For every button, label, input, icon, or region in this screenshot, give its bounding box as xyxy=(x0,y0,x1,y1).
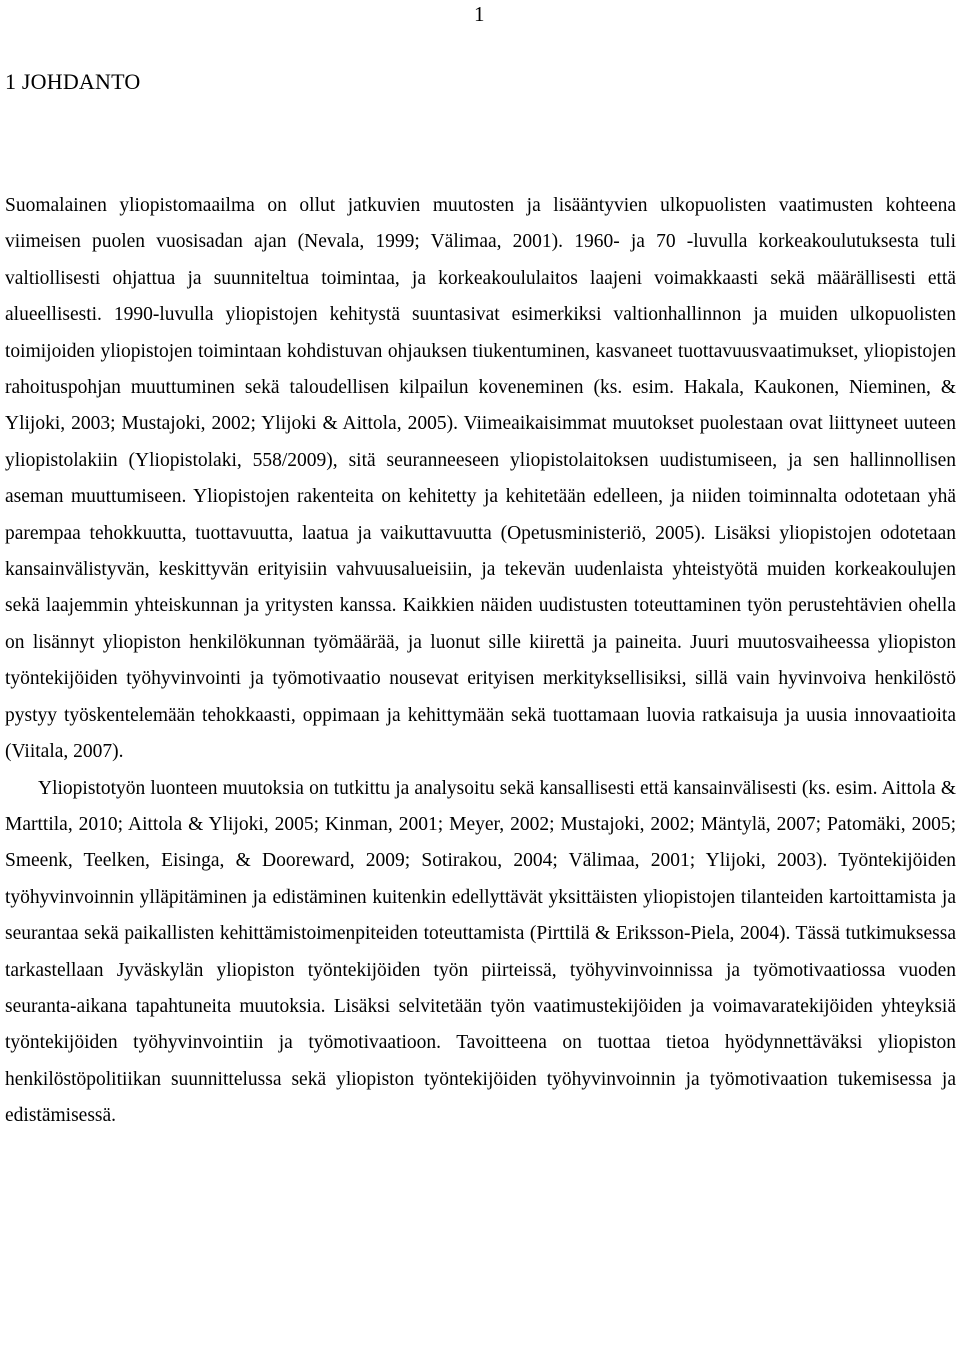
page-number: 1 xyxy=(474,2,485,26)
body-text xyxy=(5,188,956,1135)
chapter-heading: 1 JOHDANTO xyxy=(5,69,141,94)
paragraph-1: Suomalainen yliopistomaailma on ollut jatkuvien muutosten ja lisääntyvien ulkopuolisten vaatimusten kohteena viimeisen puolen vuosisadan ajan (Nevala, 1999; Välimaa, 2001). 1960- ja 70 -luvulla korkeakoulutuksesta tuli valtiollisesti ohjattua ja suunniteltua toimintaa, ja korkeakoululaitos laajeni voimakkaasti sekä määrällisesti että alueellisesti. 1990-luvulla yliopistojen kehitystä suuntasivat esimerkiksi valtionhallinnon ja muiden ulkopuolisten toimijoiden yliopistojen toimintaan kohdistuvan ohjauksen tiukentuminen, kasvaneet tuottavuusvaatimukset, yliopistojen rahoituspohjan muuttuminen sekä taloudellisen kilpailun koveneminen (ks. esim. Hakala, Kaukonen, Nieminen, & Ylijoki, 2003; Mustajoki, 2002; Ylijoki & Aittola, 2005). Viimeaikaisimmat muutokset puolestaan ovat liittyneet uuteen yliopistolakiin (Yliopistolaki, 558/2009), sitä seuranneeseen yliopistolaitoksen uudistumiseen, ja sen hallinnollisen aseman muuttumiseen. Yliopistojen rakenteita on kehitetty ja kehitetään edelleen, ja niiden toiminnalta odotetaan yhä parempaa tehokkuutta, tuottavuutta, laatua ja vaikuttavuutta (Opetusministeriö, 2005). Lisäksi yliopistojen odotetaan kansainvälistyvän, keskittyvän erityisiin vahvuusalueisiin, ja tekevän uudenlaista yhteistyötä muiden korkeakoulujen sekä laajemmin yhteiskunnan ja yritysten kanssa. Kaikkien näiden uudistusten toteuttaminen työn perustehtävien ohella on lisännyt yliopiston henkilökunnan työmäärää, ja luonut sille kiirettä ja paineita. Juuri muutosvaiheessa yliopiston työntekijöiden työhyvinvointi ja työmotivaatio nousevat erityisen merkityksellisiksi, sillä vain hyvinvoiva henkilöstö pystyy työskentelemään tehokkaasti, oppimaan ja kehittymään sekä tuottamaan luovia ratkaisuja ja uusia innovaatioita (Viitala, 2007). xyxy=(5,195,956,763)
paragraph-2: Yliopistotyön luonteen muutoksia on tutkittu ja analysoitu sekä kansallisesti että kansainvälisesti (ks. esim. Aittola & Marttila, 2010; Aittola & Ylijoki, 2005; Kinman, 2001; Meyer, 2002; Mustajoki, 2002; Mäntylä, 2007; Patomäki, 2005; Smeenk, Teelken, Eisinga, & Dooreward, 2009; Sotirakou, 2004; Välimaa, 2001; Ylijoki, 2003). Työntekijöiden työhyvinvoinnin ylläpitäminen ja edistäminen kuitenkin edellyttävät yksittäisten yliopistojen tilanteiden kartoittamista ja seurantaa sekä paikallisten kehittämistoimenpiteiden toteuttamista (Pirttilä & Eriksson-Piela, 2004). Tässä tutkimuksessa tarkastellaan Jyväskylän yliopiston työntekijöiden työn piirteissä, työhyvinvoinnissa ja työmotivaatiossa vuoden seuranta-aikana tapahtuneita muutoksia. Lisäksi selvitetään työn vaatimustekijöiden ja voimavaratekijöiden yhteyksiä työntekijöiden työhyvinvointiin ja työmotivaatioon. Tavoitteena on tuottaa tietoa hyödynnettäväksi yliopiston henkilöstöpolitiikan suunnittelussa sekä yliopiston työntekijöiden työhyvinvoinnin ja työmotivaation tukemisessa ja edistämisessä. xyxy=(5,777,956,1127)
